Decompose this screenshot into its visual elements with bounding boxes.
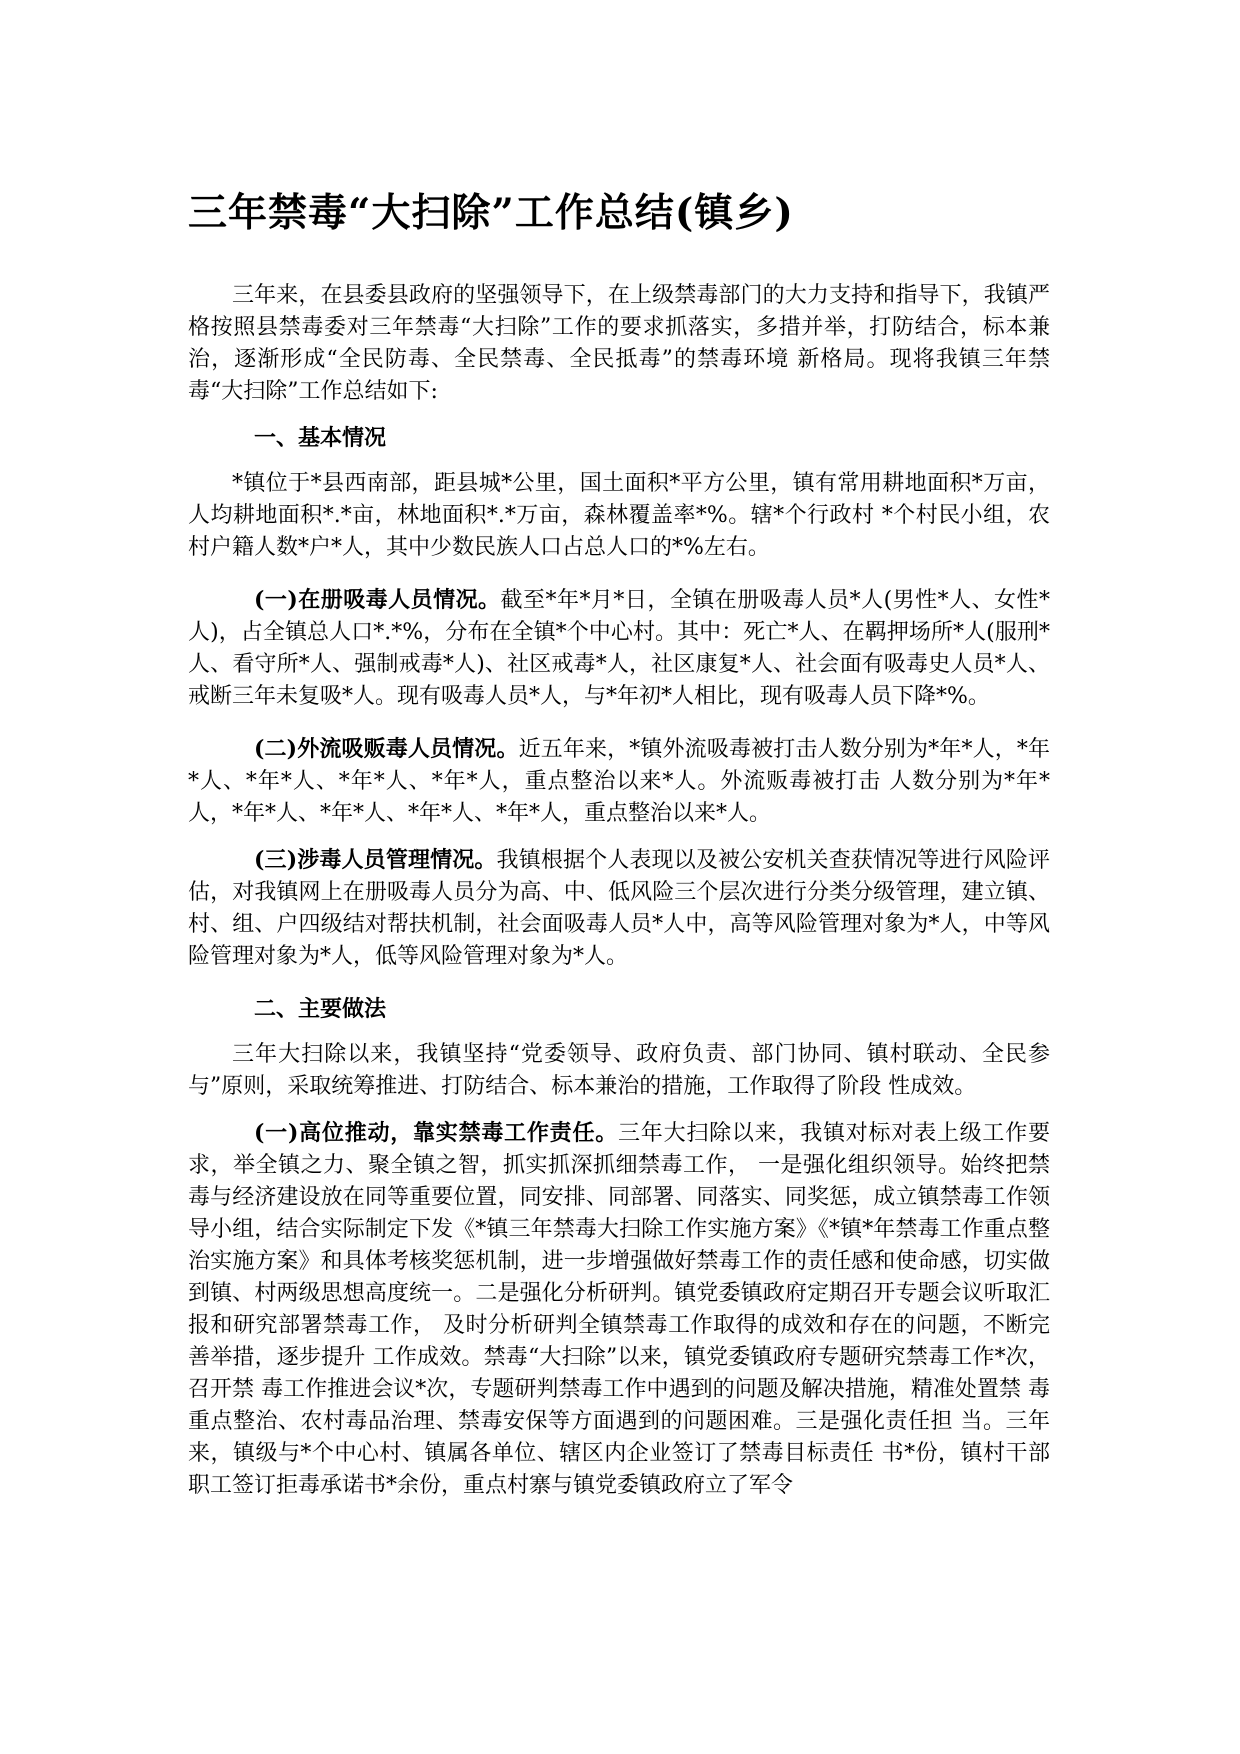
responsibility-paragraph — [188, 1117, 1050, 1502]
document-body — [188, 186, 1050, 1502]
paragraph-lead: (一)在册吸毒人员情况。 — [254, 587, 501, 613]
paragraph-text: 近五年来，*镇外流吸毒被打击人数分别为*年*人，*年*人、*年*人、*年*人、*年*人，重点整治以来*人。外流贩毒被打击 人数分别为*年*人，*年*人、*年*人、*年*人、*年*人，重点整治以来*人。 — [188, 737, 1050, 826]
outflow-users-paragraph — [188, 733, 1050, 830]
management-paragraph — [188, 844, 1050, 973]
paragraph-text: 三年大扫除以来，我镇对标对表上级工作要求，举全镇之力、聚全镇之智，抓实抓深抓细禁毒工作， 一是强化组织领导。始终把禁毒与经济建设放在同等重要位置，同安排、同部署、同落实、同奖惩，成立镇禁毒工作领导小组，结合实际制定下发《*镇三年禁毒大扫除工作实施方案》《*镇*年禁毒工作重点整治实施方案》和具体考核奖惩机制，进一步增强做好禁毒工作的责任感和使命感，切实做到镇、村两级思想高度统一。二是强化分析研判。镇党委镇政府定期召开专题会议听取汇报和研究部署禁毒工作， 及时分析研判全镇禁毒工作取得的成效和存在的问题，不断完善举措，逐步提升 工作成效。禁毒“大扫除”以来，镇党委镇政府专题研究禁毒工作*次，召开禁 毒工作推进会议*次，专题研判禁毒工作中遇到的问题及解决措施，精准处置禁 毒重点整治、农村毒品治理、禁毒安保等方面遇到的问题困难。三是强化责任担 当。三年来，镇级与*个中心村、镇属各单位、辖区内企业签订了禁毒目标责任 书*份，镇村干部职工签订拒毒承诺书*余份，重点村寨与镇党委镇政府立了军令 — [188, 1121, 1050, 1498]
registered-users-paragraph — [188, 584, 1050, 713]
paragraph-lead: (一)高位推动，靠实禁毒工作责任。 — [254, 1120, 619, 1146]
section-heading-practices: 二、主要做法 — [254, 996, 387, 1022]
paragraph-text: 截至*年*月*日，全镇在册吸毒人员*人(男性*人、女性*人)，占全镇总人口*.*%，分布在全镇*个中心村。其中：死亡*人、在羁押场所*人(服刑*人、看守所*人、强制戒毒*人)、社区戒毒*人，社区康复*人、社会面有吸毒史人员*人、戒断三年未复吸*人。现有吸毒人员*人，与*年初*人相比，现有吸毒人员下降*%。 — [188, 588, 1050, 709]
document-title: 三年禁毒“大扫除”工作总结(镇乡) — [188, 190, 794, 236]
paragraph-text: 我镇根据个人表现以及被公安机关查获情况等进行风险评估，对我镇网上在册吸毒人员分为高、中、低风险三个层次进行分类分级管理，建立镇、村、组、户四级结对帮扶机制，社会面吸毒人员*人中，高等风险管理对象为*人，中等风险管理对象为*人，低等风险管理对象为*人。 — [188, 848, 1050, 969]
paragraph-lead: (三)涉毒人员管理情况。 — [254, 847, 497, 873]
section-heading-basic: 一、基本情况 — [254, 425, 387, 451]
intro-paragraph: 三年来，在县委县政府的坚强领导下，在上级禁毒部门的大力支持和指导下，我镇严格按照县禁毒委对三年禁毒“大扫除”工作的要求抓落实，多措并举，打防结合，标本兼治，逐渐形成“全民防毒、全民禁毒、全民抵毒”的禁毒环境 新格局。现将我镇三年禁毒“大扫除”工作总结如下: — [188, 283, 1050, 404]
basic-info-paragraph: *镇位于*县西南部，距县城*公里，国土面积*平方公里，镇有常用耕地面积*万亩，人均耕地面积*.*亩，林地面积*.*万亩，森林覆盖率*%。辖*个行政村 *个村民小组，农村户籍人数*户*人，其中少数民族人口占总人口的*%左右。 — [188, 471, 1050, 560]
practices-intro-paragraph: 三年大扫除以来，我镇坚持“党委领导、政府负责、部门协同、镇村联动、全民参与”原则，采取统筹推进、打防结合、标本兼治的措施，工作取得了阶段 性成效。 — [188, 1042, 1050, 1099]
paragraph-lead: (二)外流吸贩毒人员情况。 — [254, 736, 519, 762]
